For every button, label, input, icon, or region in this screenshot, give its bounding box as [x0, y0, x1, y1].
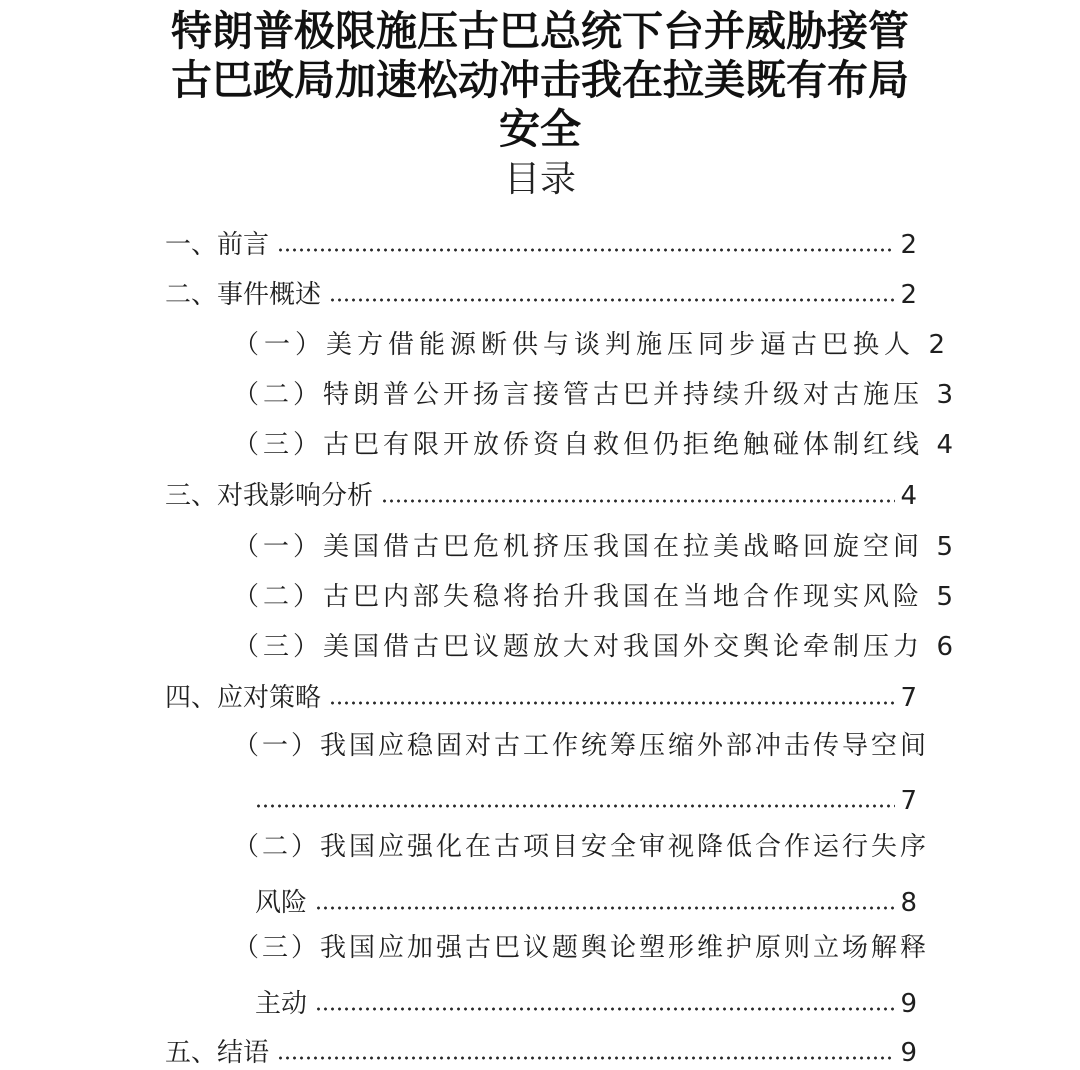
toc-entry-label: （二）特朗普公开扬言接管古巴并持续升级对古施压 [233, 380, 924, 410]
toc-page-number: 9 [900, 989, 917, 1019]
toc-entry-impact-1[interactable] [233, 524, 954, 564]
toc-page-number: 2 [900, 230, 917, 260]
toc-entry-label: （一）美国借古巴危机挤压我国在拉美战略回旋空间 [233, 532, 924, 562]
toc-leader-dots [315, 1005, 895, 1013]
toc-entry-strategy-3[interactable] [255, 981, 917, 1021]
toc-leader-dots [329, 699, 895, 707]
toc-page-number: 8 [900, 888, 917, 918]
toc-page-number: 6 [936, 632, 954, 662]
toc-page-number: 7 [900, 683, 917, 713]
toc-entry-label: 三、对我影响分析 [165, 481, 374, 511]
toc-entry-strategy-2[interactable] [255, 880, 917, 920]
toc-entry-impact-2[interactable] [233, 574, 954, 614]
toc-entry-preface[interactable] [165, 222, 917, 262]
toc-leader-dots [277, 246, 895, 254]
toc-heading: 目录 [503, 159, 576, 200]
toc-page-number: 3 [936, 380, 954, 410]
toc-page-number: 5 [936, 532, 954, 562]
toc-leader-dots [315, 904, 895, 912]
toc-entry-overview-1[interactable] [233, 322, 946, 362]
toc-entry-label: 二、事件概述 [165, 280, 322, 310]
toc-entry-strategy-1[interactable] [255, 778, 917, 818]
toc-entry-label: （二）古巴内部失稳将抬升我国在当地合作现实风险 [233, 582, 924, 612]
toc-entry-label: （三）古巴有限开放侨资自救但仍拒绝触碰体制红线 [233, 430, 924, 460]
toc-entry-overview-3[interactable] [233, 422, 954, 462]
toc-entry-impact[interactable] [165, 473, 917, 513]
toc-entry-label: （一）美方借能源断供与谈判施压同步逼古巴换人 [233, 330, 916, 360]
toc-entry-label: 五、结语 [165, 1038, 270, 1068]
toc-leader-dots [255, 802, 895, 810]
document-title-line-1: 特朗普极限施压古巴总统下台并威胁接管 [171, 7, 909, 55]
document-title-line-3: 安全 [499, 105, 581, 153]
toc-page-number: 9 [900, 1038, 917, 1068]
toc-entry-label: 四、应对策略 [165, 683, 322, 713]
toc-entry-label-continuation: 主动 [255, 989, 308, 1019]
toc-page-number: 7 [900, 786, 917, 816]
toc-leader-dots [277, 1054, 895, 1062]
toc-page-number: 2 [928, 330, 946, 360]
toc-leader-dots [329, 296, 895, 304]
toc-entry-strategy-1-label[interactable]: （一）我国应稳固对古工作统筹压缩外部冲击传导空间 [233, 731, 930, 761]
toc-entry-label-continuation: 风险 [255, 888, 308, 918]
toc-entry-strategy-2-label[interactable]: （二）我国应强化在古项目安全审视降低合作运行失序 [233, 832, 930, 862]
toc-entry-conclusion[interactable] [165, 1030, 917, 1070]
toc-entry-label: （三）美国借古巴议题放大对我国外交舆论牵制压力 [233, 632, 924, 662]
toc-page-number: 4 [900, 481, 917, 511]
toc-entry-impact-3[interactable] [233, 624, 954, 664]
toc-entry-overview-2[interactable] [233, 372, 954, 412]
toc-entry-strategy[interactable] [165, 675, 917, 715]
document-title-line-2: 古巴政局加速松动冲击我在拉美既有布局 [171, 56, 909, 104]
toc-page-number: 5 [936, 582, 954, 612]
toc-leader-dots [381, 497, 895, 505]
toc-entry-strategy-3-label[interactable]: （三）我国应加强古巴议题舆论塑形维护原则立场解释 [233, 933, 930, 963]
toc-entry-label: 一、前言 [165, 230, 270, 260]
toc-page-number: 2 [900, 280, 917, 310]
toc-page-number: 4 [936, 430, 954, 460]
toc-entry-overview[interactable] [165, 272, 917, 312]
